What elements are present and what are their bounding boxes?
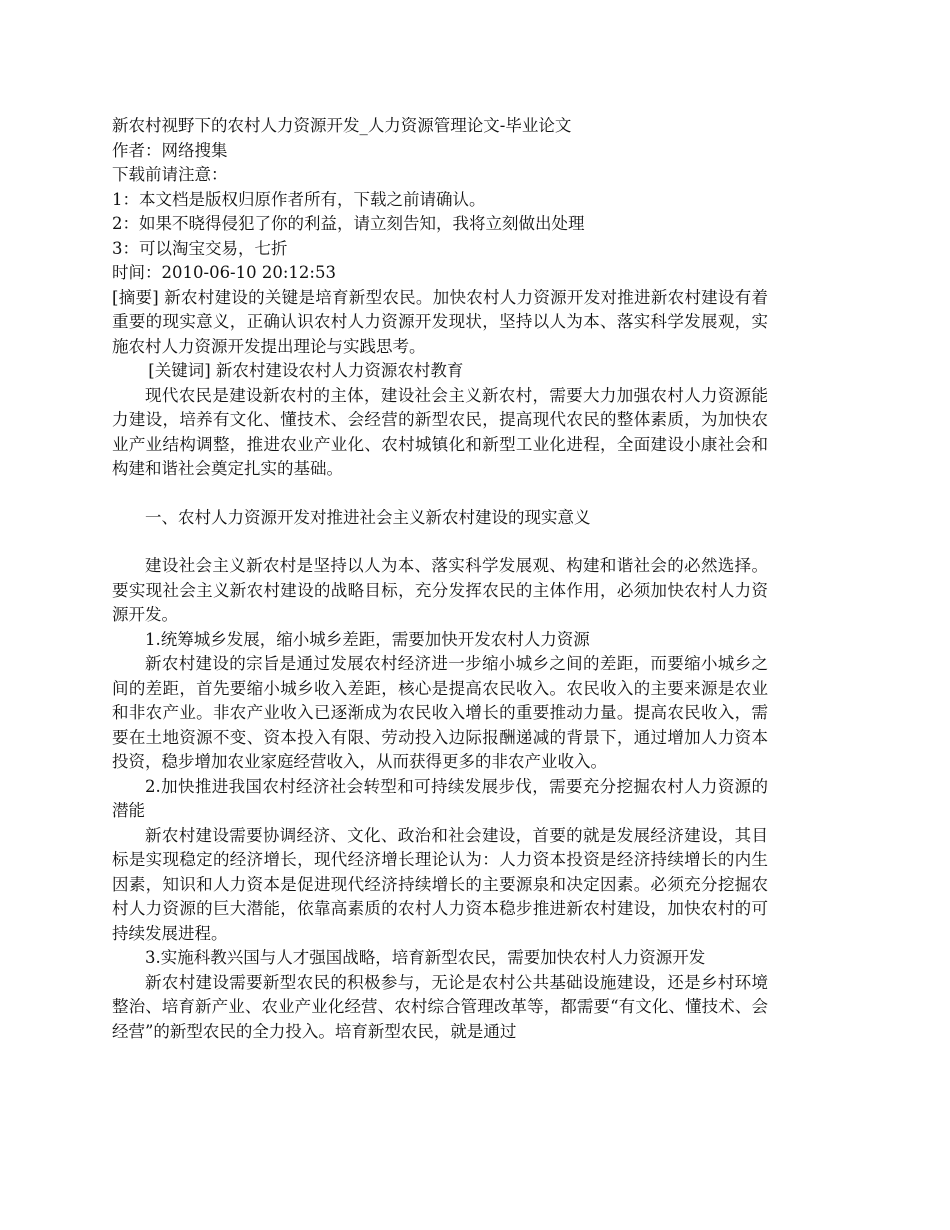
- subsection-heading: 2.加快推进我国农村经济社会转型和可持续发展步伐，需要充分挖掘农村人力资源的潜能: [112, 776, 768, 820]
- author-line: 作者：网络搜集: [112, 140, 228, 160]
- notice-item: 2：如果不晓得侵犯了你的利益，请立刻告知，我将立刻做出处理: [112, 214, 585, 233]
- section-heading: 一、农村人力资源开发对推进社会主义新农村建设的现实意义: [145, 507, 591, 527]
- body-paragraph: 新农村建设需要协调经济、文化、政治和社会建设，首要的就是发展经济建设，其目标是实现稳定的经济增长，现代经济增长理论认为：人力资本投资是经济持续增长的内生因素，知识和人力资本是促进现代经济持续增长的主要源泉和决定因素。必须充分挖掘农村人力资源的巨大潜能，依靠高素质的农村人力资本稳步推进新农村建设，加快农村的可持续发展进程。: [112, 825, 768, 943]
- body-paragraph: 新农村建设需要新型农民的积极参与，无论是农村公共基础设施建设，还是乡村环境整治、培育新产业、农业产业化经营、农村综合管理改革等，都需要“有文化、懂技术、会经营”的新型农民的全力投入。培育新型农民，就是通过: [112, 972, 768, 1041]
- spacer: [112, 482, 768, 506]
- subsection-heading: 3.实施科教兴国与人才强国战略，培育新型农民，需要加快农村人力资源开发: [145, 948, 706, 967]
- document-page: [112, 114, 768, 1044]
- section-intro-paragraph: 建设社会主义新农村是坚持以人为本、落实科学发展观、构建和谐社会的必然选择。要实现社会主义新农村建设的战略目标，充分发挥农民的主体作用，必须加快农村人力资源开发。: [112, 556, 768, 624]
- notice-item: 3：可以淘宝交易，七折: [112, 238, 288, 258]
- notice-item: 1：本文档是版权归原作者所有，下载之前请确认。: [112, 189, 486, 209]
- subsection-heading: 1.统筹城乡发展，缩小城乡差距，需要加快开发农村人力资源: [145, 629, 590, 649]
- intro-paragraph: 现代农民是建设新农村的主体，建设社会主义新农村，需要大力加强农村人力资源能力建设，培养有文化、懂技术、会经营的新型农民，提高现代农民的整体素质，为加快农业产业结构调整，推进农业产业化、农村城镇化和新型工业化进程，全面建设小康社会和构建和谐社会奠定扎实的基础。: [112, 385, 768, 478]
- keywords-line: [关键词] 新农村建设农村人力资源农村教育: [148, 361, 464, 380]
- body-paragraph: 新农村建设的宗旨是通过发展农村经济进一步缩小城乡之间的差距，而要缩小城乡之间的差距，首先要缩小城乡收入差距，核心是提高农民收入。农民收入的主要来源是农业和非农产业。非农产业收入已逐渐成为农民收入增长的重要推动力量。提高农民收入，需要在土地资源不变、资本投入有限、劳动投入边际报酬递减的背景下，通过增加人力资本投资，稳步增加农业家庭经营收入，从而获得更多的非农产业收入。: [112, 654, 768, 771]
- abstract-paragraph: [摘要] 新农村建设的关键是培育新型农民。加快农村人力资源开发对推进新农村建设有着重要的现实意义，正确认识农村人力资源开发现状，坚持以人为本、落实科学发展观，实施农村人力资源开发提出理论与实践思考。: [112, 287, 768, 356]
- document-title: 新农村视野下的农村人力资源开发_人力资源管理论文-毕业论文: [112, 116, 572, 135]
- timestamp-line: 时间：2010-06-10 20:12:53: [112, 263, 336, 282]
- notice-heading: 下载前请注意：: [112, 165, 228, 184]
- spacer: [112, 530, 768, 554]
